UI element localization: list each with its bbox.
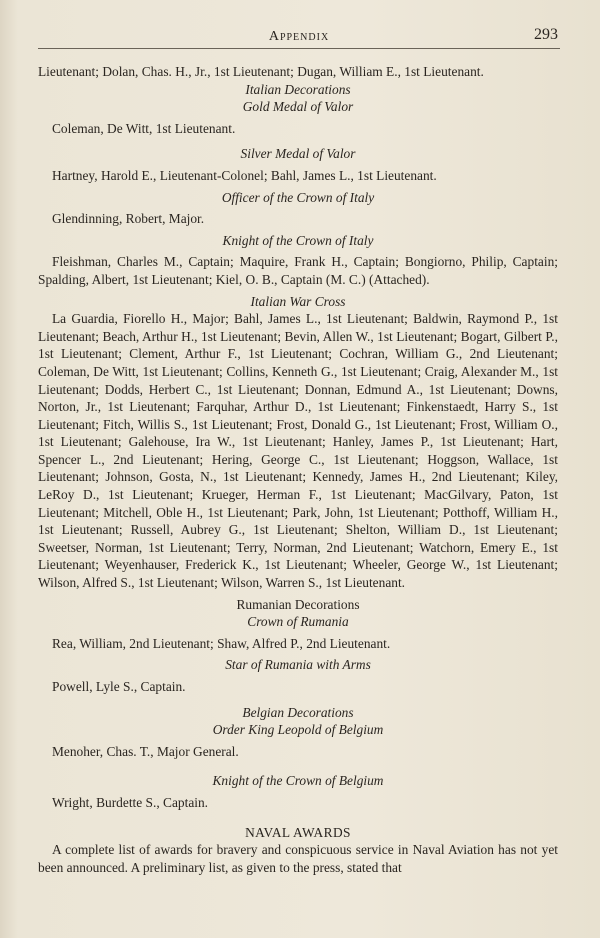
section-heading: Knight of the Crown of Belgium (212, 773, 384, 789)
section-heading: Italian Decorations (245, 81, 351, 97)
running-title: Appendix (268, 29, 330, 44)
page-number: 293 (534, 26, 558, 43)
section-heading: NAVAL AWARDS (245, 824, 351, 840)
body-paragraph: A complete list of awards for bravery and conspicuous service in Naval Aviation has not yet been announced. A preliminary list, as given to the press, stated that (38, 842, 558, 875)
body-paragraph: Rea, William, 2nd Lieutenant; Shaw, Alfred P., 2nd Lieutenant. (52, 635, 391, 651)
body-paragraph: Lieutenant; Dolan, Chas. H., Jr., 1st Lieutenant; Dugan, William E., 1st Lieutenant. (38, 64, 484, 79)
section-heading: Crown of Rumania (247, 614, 349, 630)
body-paragraph: Glendinning, Robert, Major. (52, 211, 205, 227)
body-paragraph: Hartney, Harold E., Lieutenant-Colonel; Bahl, James L., 1st Lieutenant. (52, 167, 437, 183)
body-paragraph: Menoher, Chas. T., Major General. (52, 743, 239, 759)
section-heading: Star of Rumania with Arms (225, 657, 371, 673)
body-paragraph: Powell, Lyle S., Captain. (52, 679, 186, 694)
section-heading: Silver Medal of Valor (240, 146, 356, 162)
running-header (38, 26, 560, 49)
section-heading: Knight of the Crown of Italy (222, 232, 374, 248)
section-heading: Belgian Decorations (242, 704, 354, 720)
body-paragraph: Coleman, De Witt, 1st Lieutenant. (52, 120, 236, 136)
section-heading: Gold Medal of Valor (242, 99, 354, 115)
section-heading: Rumanian Decorations (236, 596, 360, 612)
section-heading: Order King Leopold of Belgium (212, 722, 384, 738)
body-paragraph: Wright, Burdette S., Captain. (52, 794, 209, 810)
body-paragraph: La Guardia, Fiorello H., Major; Bahl, James L., 1st Lieutenant; Baldwin, Raymond P., 1st Lieutenant; Beach, Arthur H., 1st Lieutenant; Bevin, Allen W., 1st Lieutenant; Bogart, Gilbert P., 1st Lieutenant; Clement, Arthur F., 1st Lieutenant; Cochran, William G., 2nd Lieutenant; Coleman, De Witt, 1st Lieutenant; Collins, Kenneth G., 1st Lieutenant; Craig, Alexander M., 1st Lieutenant; Dodds, Herbert C., 1st Lieutenant; Donnan, Edmund A., 1st Lieutenant; Downs, Norton, Jr., 1st Lieutenant; Farquhar, Arthur D., 1st Lieutenant; Finkenstaedt, Harry S., 1st Lieutenant; Fitch, Willis S., 1st Lieutenant; Frost, Donald G., 1st Lieutenant; Frost, William O., 1st Lieutenant; Galehouse, Ira W., 1st Lieutenant; Hanley, James P., 1st Lieutenant; Hart, Spencer L., 2nd Lieutenant; Hering, George C., 1st Lieutenant; Hoggson, Wallace, 1st Lieutenant; Johnson, Gosta, N., 1st Lieutenant; Kennedy, James H., 2nd Lieutenant; Kiley, LeRoy D., 1st Lieutenant; Krueger, Herman F., 1st Lieutenant; MacGilvary, Paton, 1st Lieutenant; Mitchell, Oble H., 1st Lieutenant; Park, John, 1st Lieutenant; Potthoff, William H., 1st Lieutenant; Russell, Aubrey G., 1st Lieutenant; Shelton, William D., 1st Lieutenant; Sweetser, Norman, 1st Lieutenant; Terry, Norman, 2nd Lieutenant; Watchorn, Emery E., 1st Lieutenant; Weyenhauser, Frederick K., 1st Lieutenant; Wheeler, George W., 1st Lieutenant; Wilson, Alfred S., 1st Lieutenant; Wilson, Warren S., 1st Lieutenant. (38, 311, 558, 591)
section-heading: Officer of the Crown of Italy (221, 189, 375, 205)
section-heading: Italian War Cross (250, 293, 346, 309)
page-body (38, 63, 558, 876)
body-paragraph: Fleishman, Charles M., Captain; Maquire, Frank H., Captain; Bongiorno, Philip, Captain; Spalding, Albert, 1st Lieutenant; Kiel, O. B., Captain (M. C.) (Attached). (38, 254, 558, 287)
